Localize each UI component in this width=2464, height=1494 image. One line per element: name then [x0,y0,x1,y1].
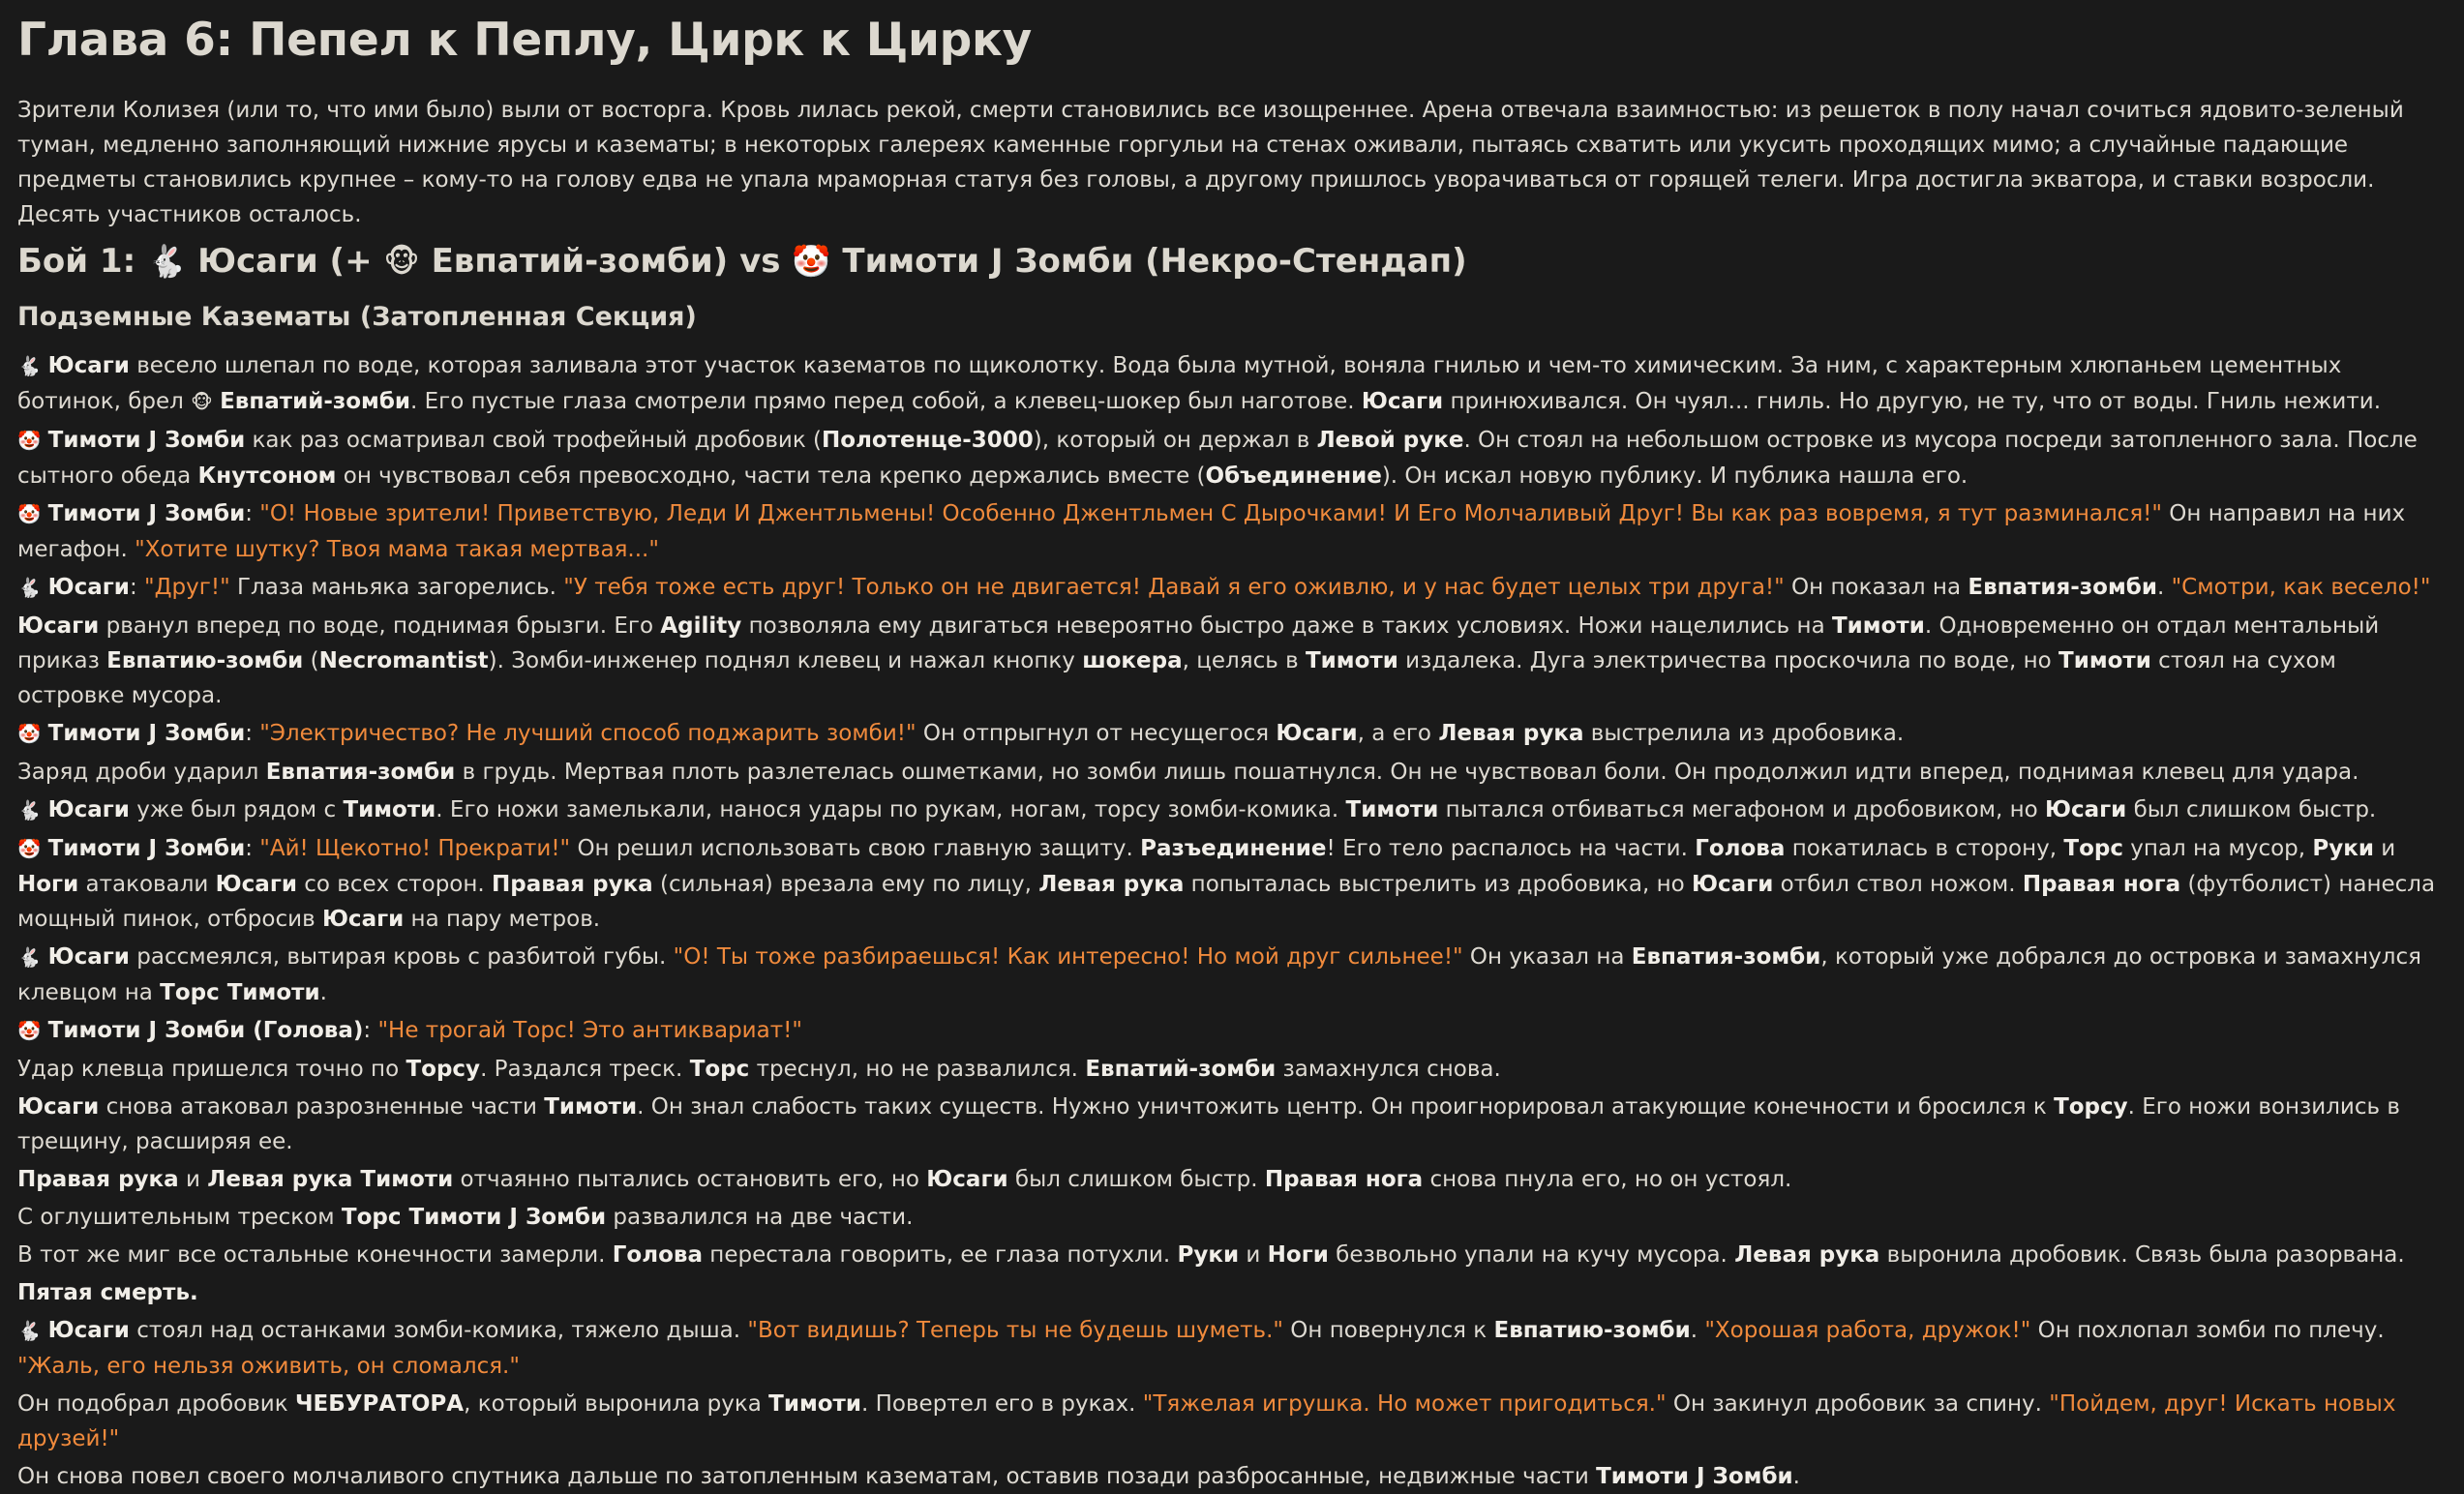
narration: . [1690,1318,1705,1343]
narration: отбил ствол ножом. [1773,872,2023,897]
narration: . Он знал слабость таких существ. Нужно уничтожить центр. Он проигнорировал атакующие конечности и бросился к [637,1094,2055,1120]
rabbit-icon: 🐇 [17,355,42,377]
character-name: Тимоти J Зомби [47,836,246,861]
dialogue-quote: "Пойдем, друг! Искать новых друзей!" [17,1391,2396,1451]
narration: он чувствовал себя превосходно, части тела крепко держались вместе ( [336,463,1206,489]
narration: . Его пустые глаза смотрели прямо перед собой, а клевец-шокер был наготове. [410,389,1362,414]
character-name: Евпатий-зомби [1085,1057,1277,1082]
ability-name: Agility [660,613,742,639]
rabbit-icon: 🐇 [17,799,42,822]
body-part: Левая рука [1734,1242,1880,1268]
character-name: Юсаги [1692,872,1774,897]
narration: Он решил использовать свою главную защиту. [570,836,1141,861]
narration: рванул вперед по воде, поднимая брызги. Его [99,613,661,639]
narration: замахнулся снова. [1276,1057,1501,1082]
clown-icon: 🤡 [17,1020,42,1042]
narration: рассмеялся, вытирая кровь с разбитой губы. [129,944,674,970]
character-name: Кнутсоном [197,463,337,489]
narration: . [2156,575,2172,600]
story-paragraph [17,348,2447,420]
character-name: Тимоти J Зомби [47,501,246,526]
character-name: Юсаги [17,1094,100,1120]
dialogue-quote: "Не трогай Торс! Это антиквариат!" [377,1018,802,1043]
character-name: Тимоти [1345,797,1439,822]
narration: , целясь в [1182,648,1306,673]
character-name: Тимоти [2058,648,2151,673]
body-part: Голова [612,1242,703,1268]
narration: , который выронила рука [464,1391,769,1417]
monkey-icon: 🐵 [383,243,420,280]
body-part: Голова [1695,836,1786,861]
narration: : [245,501,260,526]
narration: пытался отбиваться мегафоном и дробовиком, но [1438,797,2046,822]
story-paragraph [17,609,2447,713]
fight-yusagi: Юсаги (+ [197,242,384,281]
dialogue-quote: "Смотри, как весело!" [2171,575,2431,600]
narration: ). Зомби-инженер поднял клевец и нажал кнопку [488,648,1083,673]
narration: покатилась в сторону, [1785,836,2064,861]
character-name: Тимоти [544,1094,638,1120]
story-paragraph [17,1313,2447,1384]
story-paragraph [17,1459,2447,1494]
narration: выстрелила из дробовика. [1583,721,1905,746]
narration: был слишком быстр. [2126,797,2377,822]
body-part: Руки [2312,836,2374,861]
character-name: Юсаги [321,907,405,932]
narration: Заряд дроби ударил [17,760,266,785]
narration: Он снова повел своего молчаливого спутника дальше по затопленным казематам, оставив позади разбросанные, недвижные части [17,1464,1597,1489]
narration: в грудь. Мертвая плоть разлетелась ошметками, но зомби лишь пошатнулся. Он не чувствовал боли. Он продолжил идти вперед, поднимая клевец для удара. [455,760,2359,785]
character-name: Юсаги [926,1167,1008,1192]
story-paragraph [17,1275,2447,1310]
character-name: Евпатия-зомби [1631,944,1821,970]
narration: (сильная) врезала ему по лицу, [652,872,1039,897]
narration: ), который он держал в [1033,428,1317,453]
character-name: Евпатий-зомби [220,389,411,414]
death-announcement: Пятая смерть. [17,1280,198,1305]
dialogue-quote: "Электричество? Не лучший способ поджарить зомби!" [259,721,916,746]
character-name: Тимоти J Зомби [47,721,246,746]
body-part: Торсу [406,1057,481,1082]
character-name: Юсаги [47,353,130,378]
item-name: Полотенце-3000 [822,428,1034,453]
narration: : [363,1018,378,1043]
chapter-intro: Зрители Колизея (или то, что ими было) выли от восторга. Кровь лилась рекой, смерти становились все изощреннее. Арена отвечала взаимностью: из решеток в полу начал сочиться ядовито-зеленый туман, медленно заполняющий нижние ярусы и казематы; в некоторых галереях каменные горгульи на стенах оживали, пытаясь схватить или укусить проходящих мимо; а случайные падающие предметы становились крупнее – кому-то на голову едва не упала мраморная статуя без головы, а другому пришлось уворачиваться от горящей телеги. Игра достигла экватора, и ставки возросли. Десять участников осталось. [17,98,2404,227]
fight-prefix: Бой 1: [17,242,148,281]
item-name: ЧЕБУРАТОРА [294,1391,465,1417]
narration: Удар клевца пришелся точно по [17,1057,406,1082]
character-name: Евпатия-зомби [265,760,456,785]
story-paragraph [17,831,2447,937]
body-part: Правая нога [2022,872,2181,897]
narration: снова атаковал разрозненные части [99,1094,545,1120]
character-name: Евпатию-зомби [1493,1318,1691,1343]
chapter-title: Глава 6: Пепел к Пеплу, Цирк к Цирку [17,14,1032,67]
body-part: Правая нога [1264,1167,1424,1192]
narration: (футболист) нанесла мощный пинок, отбросив [17,872,2436,932]
narration: атаковали [78,872,216,897]
narration: . [1792,1464,1800,1489]
story-paragraph [17,755,2447,790]
monkey-icon: 🐵 [191,391,213,413]
narration: : [245,721,260,746]
narration: треснул, но не развалился. [749,1057,1086,1082]
story-paragraph [17,1200,2447,1235]
narration: ( [303,648,319,673]
character-name: Юсаги [2045,797,2127,822]
body-part: Торсу [2054,1094,2128,1120]
narration: снова пнула его, но он устоял. [1423,1167,1792,1192]
narration: отчаянно пытались остановить его, но [453,1167,927,1192]
rabbit-icon: 🐇 [17,577,42,599]
dialogue-quote: "У тебя тоже есть друг! Только он не двигается! Давай я его оживлю, и у нас будет целых три друга!" [563,575,1785,600]
narration: и [178,1167,208,1192]
story-paragraph [17,1052,2447,1087]
character-name: Тимоти [768,1391,862,1417]
body-part: Левая рука [1438,721,1584,746]
character-name: Евпатия-зомби [1968,575,2157,600]
character-name: Юсаги [47,944,130,970]
body-part: Торс Тимоти [160,980,320,1005]
location-heading: Подземные Казематы (Затопленная Секция) [17,302,697,332]
character-name: Тимоти J Зомби (Голова) [47,1018,364,1043]
narration: , который уже добрался до островка и замахнулся клевцом на [17,944,2421,1005]
fight-heading [17,240,2447,283]
clown-icon: 🤡 [17,430,42,452]
clown-icon: 🤡 [17,838,42,860]
narration: на пару метров. [404,907,601,932]
dialogue-quote: "О! Новые зрители! Приветствую, Леди И Джентльмены! Особенно Джентльмен С Дырочками! И Его Молчаливый Друг! Вы как раз вовремя, я тут разминался!" [259,501,2162,526]
narration: попыталась выстрелить из дробовика, но [1184,872,1693,897]
character-name: Юсаги [1276,721,1358,746]
ability-name: Necromantist [318,648,489,673]
character-name: Юсаги [17,613,100,639]
story-paragraph [17,570,2447,606]
story-paragraph [17,1238,2447,1272]
narration: Глаза маньяка загорелись. [229,575,564,600]
dialogue-quote: "О! Ты тоже разбираешься! Как интересно! Но мой друг сильнее!" [673,944,1463,970]
story-paragraph [17,496,2447,567]
clown-icon: 🤡 [17,503,42,525]
dialogue-quote: "Ай! Щекотно! Прекрати!" [259,836,571,861]
narration: С оглушительным треском [17,1205,342,1230]
narration: Он похлопал зомби по плечу. [2030,1318,2385,1343]
character-name: Юсаги [215,872,297,897]
narration: : [245,836,260,861]
narration: уже был рядом с [129,797,344,822]
clown-icon: 🤡 [17,723,42,745]
character-name: Тимоти [1831,613,1925,639]
body-part: Торс Тимоти J Зомби [341,1205,607,1230]
dialogue-quote: "Тяжелая игрушка. Но может пригодиться." [1142,1391,1667,1417]
character-name: Юсаги [47,575,130,600]
narration: выронила дробовик. Связь была разорвана. [1879,1242,2405,1268]
narration: . Повертел его в руках. [861,1391,1143,1417]
body-part: Торс [2063,836,2123,861]
dialogue-quote: "Жаль, его нельзя оживить, он сломался." [17,1354,520,1379]
narration: и [1239,1242,1268,1268]
story-paragraph [17,940,2447,1010]
narration: позволяла ему двигаться невероятно быстро даже в таких условиях. Ножи нацелились на [741,613,1832,639]
narration: со всех сторон. [296,872,493,897]
body-part: Правая рука [492,872,653,897]
story-paragraph [17,423,2447,493]
story-paragraph [17,716,2447,752]
narration: Он подобрал дробовик [17,1391,295,1417]
character-name: Тимоти [343,797,436,822]
body-part: Левая рука Тимоти [207,1167,454,1192]
narration: как раз осматривал свой трофейный дробовик ( [245,428,823,453]
body-part: Правая рука [17,1167,179,1192]
story-paragraph [17,1387,2447,1456]
narration: . [319,980,327,1005]
rabbit-icon: 🐇 [17,946,42,969]
ability-name: Объединение [1205,463,1382,489]
narration: . Раздался треск. [480,1057,690,1082]
narration: издалека. Дуга электричества проскочила по воде, но [1397,648,2059,673]
narration: : [129,575,144,600]
narration: ! Его тело распалось на части. [1326,836,1696,861]
narration: и [2373,836,2396,861]
narration: Он направил на них мегафон. [17,501,2406,562]
narration: был слишком быстр. [1007,1167,1265,1192]
character-name: Тимоти [1305,648,1398,673]
narration: . Он стоял на небольшом островке из мусора посреди затопленного зала. После сытного обеда [17,428,2418,489]
item-name: шокера [1082,648,1183,673]
dialogue-quote: "Хотите шутку? Твоя мама такая мертвая..." [135,537,659,562]
body-part: Ноги [17,872,79,897]
narration: принюхивался. Он чуял... гниль. Но другую, не ту, что от воды. Гниль нежити. [1443,389,2382,414]
narration: стоял на сухом островке мусора. [17,648,2336,708]
narration: Он указал на [1462,944,1632,970]
narration: развалился на две части. [606,1205,914,1230]
ability-name: Разъединение [1140,836,1327,861]
narration: . Его ножи замелькали, нанося удары по рукам, ногам, торсу зомби-комика. [436,797,1346,822]
narration: , а его [1357,721,1439,746]
story-paragraph [17,1162,2447,1197]
narration: перестала говорить, ее глаза потухли. [702,1242,1178,1268]
character-name: Тимоти J Зомби [47,428,246,453]
character-name: Юсаги [47,797,130,822]
narration: . Его ножи вонзились в трещину, расширяя ее. [17,1094,2400,1154]
narration: Он закинул дробовик за спину. [1666,1391,2050,1417]
body-part: Левой руке [1316,428,1464,453]
rabbit-icon: 🐇 [147,243,187,280]
narration: . Одновременно он отдал ментальный приказ [17,613,2380,673]
body-part: Руки [1177,1242,1240,1268]
narration: весело шлепал по воде, которая заливала этот участок казематов по щиколотку. Вода была мутной, воняла гнилью и чем-то химическим. За ним, с характерным хлюпаньем цементных ботинок, брел [17,353,2342,414]
narration: Он отпрыгнул от несущегося [916,721,1277,746]
narration: стоял над останками зомби-комика, тяжело дыша. [129,1318,748,1343]
fight-timothy: Тимоти J Зомби (Некро-Стендап) [842,242,1467,281]
story-paragraph [17,1013,2447,1049]
body-part: Торс [689,1057,750,1082]
dialogue-quote: "Хорошая работа, дружок!" [1704,1318,2031,1343]
narration: ). Он искал новую публику. И публика нашла его. [1381,463,1968,489]
narration: Он показал на [1784,575,1968,600]
body-part: Левая рука [1038,872,1185,897]
character-name: Юсаги [1361,389,1444,414]
dialogue-quote: "Вот видишь? Теперь ты не будешь шуметь." [747,1318,1283,1343]
narration: безвольно упали на кучу мусора. [1328,1242,1735,1268]
dialogue-quote: "Друг!" [144,575,230,600]
story-paragraph [17,792,2447,828]
character-name: Евпатию-зомби [106,648,304,673]
fight-zombie: Евпатий-зомби) vs [431,242,793,281]
character-name: Тимоти J Зомби [1596,1464,1793,1489]
narration: В тот же миг все остальные конечности замерли. [17,1242,613,1268]
clown-icon: 🤡 [792,243,831,280]
character-name: Юсаги [47,1318,130,1343]
narration: Он повернулся к [1282,1318,1494,1343]
narration: упал на мусор, [2122,836,2313,861]
story-paragraph [17,1090,2447,1159]
body-part: Ноги [1267,1242,1329,1268]
rabbit-icon: 🐇 [17,1320,42,1342]
